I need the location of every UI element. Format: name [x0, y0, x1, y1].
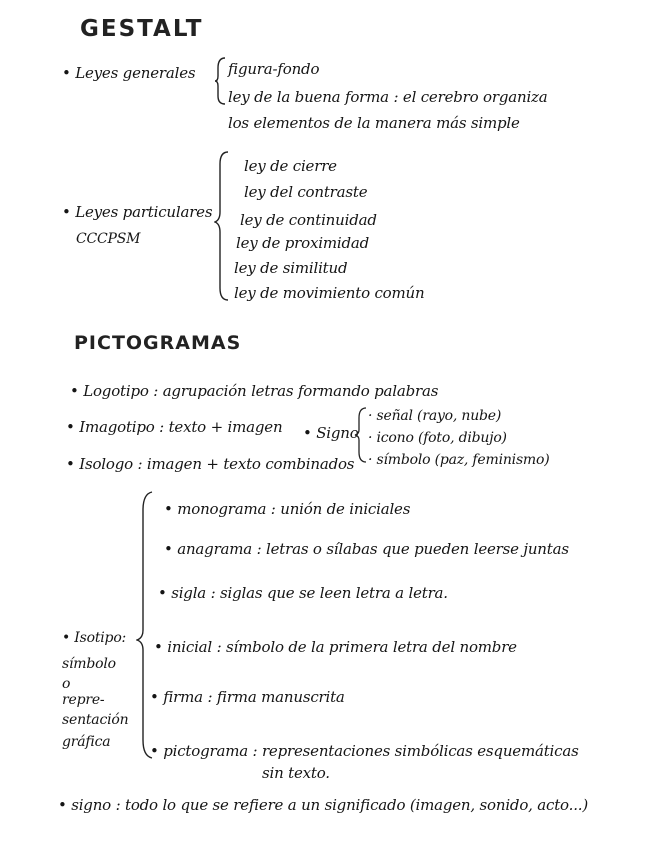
- isotipo-label: • Isotipo:: [62, 630, 127, 646]
- leyes-generales-item: ley de la buena forma : el cerebro organiza: [228, 88, 548, 106]
- leyes-generales-item: los elementos de la manera más simple: [228, 114, 520, 132]
- leyes-particulares-label: • Leyes particulares: [62, 203, 213, 221]
- isotipo-label: o: [62, 676, 71, 692]
- signo-label: • Signo: [303, 424, 359, 442]
- isotipo-label: sentación: [62, 712, 129, 728]
- signo-item: · icono (foto, dibujo): [368, 430, 507, 446]
- isotipo-label: símbolo: [62, 656, 116, 672]
- leyes-particulares-item: ley de continuidad: [240, 211, 377, 229]
- signo-brace: [354, 406, 368, 464]
- leyes-generales-item: figura-fondo: [228, 60, 320, 78]
- leyes-particulares-item: ley de cierre: [244, 157, 337, 175]
- leyes-particulares-brace: [214, 150, 230, 302]
- isotipo-item: • firma : firma manuscrita: [150, 688, 345, 706]
- isotipo-item: sin texto.: [262, 764, 330, 782]
- logotipo-line: • Logotipo : agrupación letras formando palabras: [70, 382, 439, 400]
- isotipo-label: repre-: [62, 692, 105, 708]
- gestalt-title: GESTALT: [80, 16, 204, 42]
- leyes-particulares-item: ley de movimiento común: [234, 284, 425, 302]
- leyes-particulares-item: ley del contraste: [244, 183, 368, 201]
- isotipo-item: • anagrama : letras o sílabas que pueden leerse juntas: [164, 540, 569, 558]
- signo-item: · símbolo (paz, feminismo): [368, 452, 550, 468]
- isotipo-item: • inicial : símbolo de la primera letra del nombre: [154, 638, 517, 656]
- signo-definition: • signo : todo lo que se refiere a un significado (imagen, sonido, acto...): [58, 796, 588, 814]
- isotipo-item: • pictograma : representaciones simbólicas esquemáticas: [150, 742, 579, 760]
- imagotipo-line: • Imagotipo : texto + imagen: [66, 418, 283, 436]
- isotipo-item: • sigla : siglas que se leen letra a letra.: [158, 584, 448, 602]
- pictogramas-title: PICTOGRAMAS: [74, 332, 242, 354]
- leyes-particulares-item: ley de similitud: [234, 259, 348, 277]
- isotipo-label: gráfica: [62, 734, 111, 750]
- leyes-particulares-acronym: CCCPSM: [76, 231, 141, 247]
- leyes-particulares-item: ley de proximidad: [236, 234, 369, 252]
- signo-item: · señal (rayo, nube): [368, 408, 502, 424]
- leyes-generales-label: • Leyes generales: [62, 64, 196, 82]
- isotipo-item: • monograma : unión de iniciales: [164, 500, 411, 518]
- isologo-line: • Isologo : imagen + texto combinados: [66, 455, 355, 473]
- leyes-generales-brace: [214, 56, 228, 106]
- isotipo-brace: [136, 490, 154, 760]
